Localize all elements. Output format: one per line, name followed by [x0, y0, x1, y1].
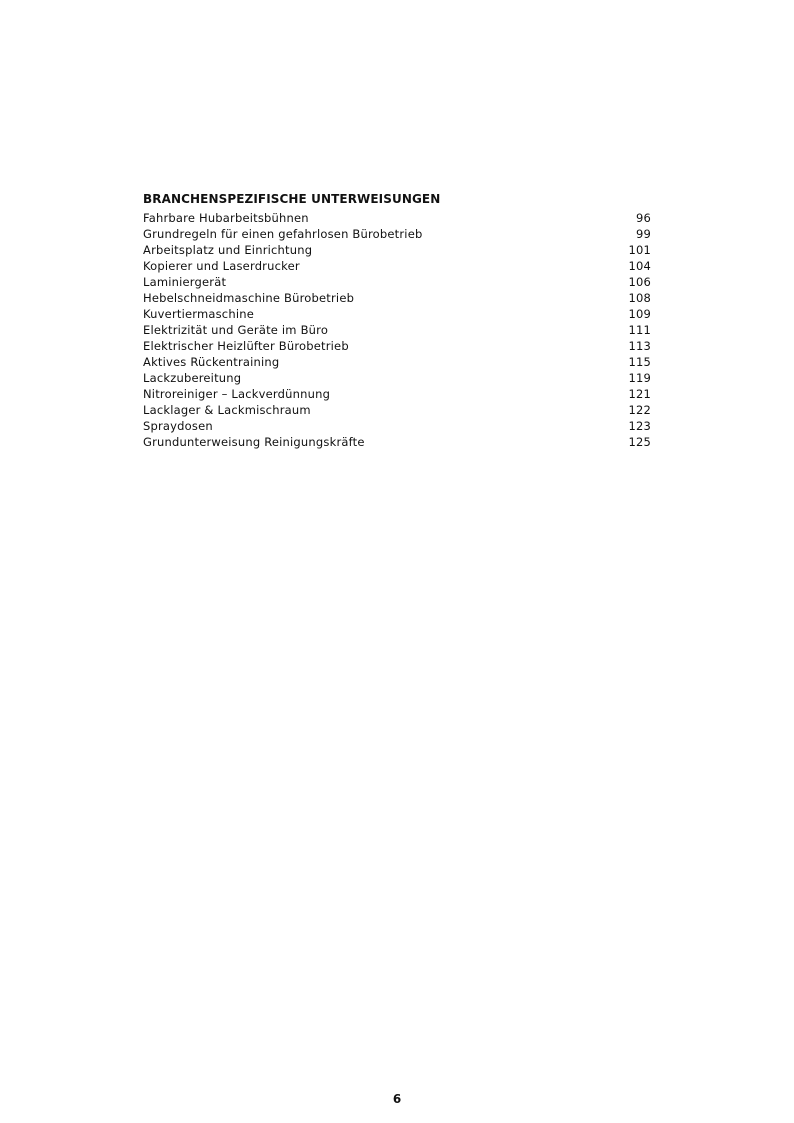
toc-entry[interactable] — [143, 354, 651, 370]
toc-entry[interactable] — [143, 210, 651, 226]
toc-entry[interactable] — [143, 226, 651, 242]
toc-entry-title: Lacklager & Lackmischraum — [143, 403, 311, 417]
toc-entry-title: Aktives Rückentraining — [143, 355, 280, 369]
toc-entry[interactable] — [143, 370, 651, 386]
toc-entry-title: Spraydosen — [143, 419, 213, 433]
toc-entry-title: Grundunterweisung Reinigungskräfte — [143, 435, 365, 449]
toc-entry-page: 119 — [628, 371, 651, 385]
toc-entry-title: Kopierer und Laserdrucker — [143, 259, 300, 273]
toc-entry-page: 99 — [635, 227, 651, 241]
toc-list — [143, 210, 651, 450]
page-number: 6 — [392, 1092, 402, 1106]
toc-entry[interactable] — [143, 274, 651, 290]
toc-entry-page: 109 — [628, 307, 651, 321]
section-heading: BRANCHENSPEZIFISCHE UNTERWEISUNGEN — [143, 192, 441, 206]
toc-entry[interactable] — [143, 338, 651, 354]
toc-entry-page: 122 — [628, 403, 651, 417]
toc-entry-title: Kuvertiermaschine — [143, 307, 254, 321]
toc-entry[interactable] — [143, 306, 651, 322]
toc-entry-title: Fahrbare Hubarbeitsbühnen — [143, 211, 309, 225]
toc-entry-page: 125 — [628, 435, 651, 449]
toc-entry-page: 115 — [628, 355, 651, 369]
toc-entry-title: Elektrischer Heizlüfter Bürobetrieb — [143, 339, 349, 353]
toc-entry-page: 113 — [628, 339, 651, 353]
toc-entry-title: Laminiergerät — [143, 275, 227, 289]
toc-entry-page: 121 — [628, 387, 651, 401]
toc-entry-title: Arbeitsplatz und Einrichtung — [143, 243, 313, 257]
toc-entry[interactable] — [143, 418, 651, 434]
toc-entry-page: 104 — [628, 259, 651, 273]
toc-entry-page: 96 — [635, 211, 651, 225]
toc-entry-page: 101 — [628, 243, 651, 257]
table-of-contents — [143, 190, 651, 450]
toc-entry-page: 111 — [628, 323, 651, 337]
toc-entry-page: 106 — [628, 275, 651, 289]
toc-entry-title: Lackzubereitung — [143, 371, 242, 385]
toc-entry[interactable] — [143, 386, 651, 402]
toc-entry[interactable] — [143, 434, 651, 450]
toc-entry[interactable] — [143, 258, 651, 274]
toc-entry[interactable] — [143, 402, 651, 418]
toc-entry-title: Elektrizität und Geräte im Büro — [143, 323, 329, 337]
toc-entry-title: Hebelschneidmaschine Bürobetrieb — [143, 291, 355, 305]
toc-entry-page: 123 — [628, 419, 651, 433]
toc-entry[interactable] — [143, 322, 651, 338]
toc-entry-title: Nitroreiniger – Lackverdünnung — [143, 387, 331, 401]
toc-entry-page: 108 — [628, 291, 651, 305]
toc-entry[interactable] — [143, 242, 651, 258]
toc-entry-title: Grundregeln für einen gefahrlosen Bürobetrieb — [143, 227, 423, 241]
toc-entry[interactable] — [143, 290, 651, 306]
